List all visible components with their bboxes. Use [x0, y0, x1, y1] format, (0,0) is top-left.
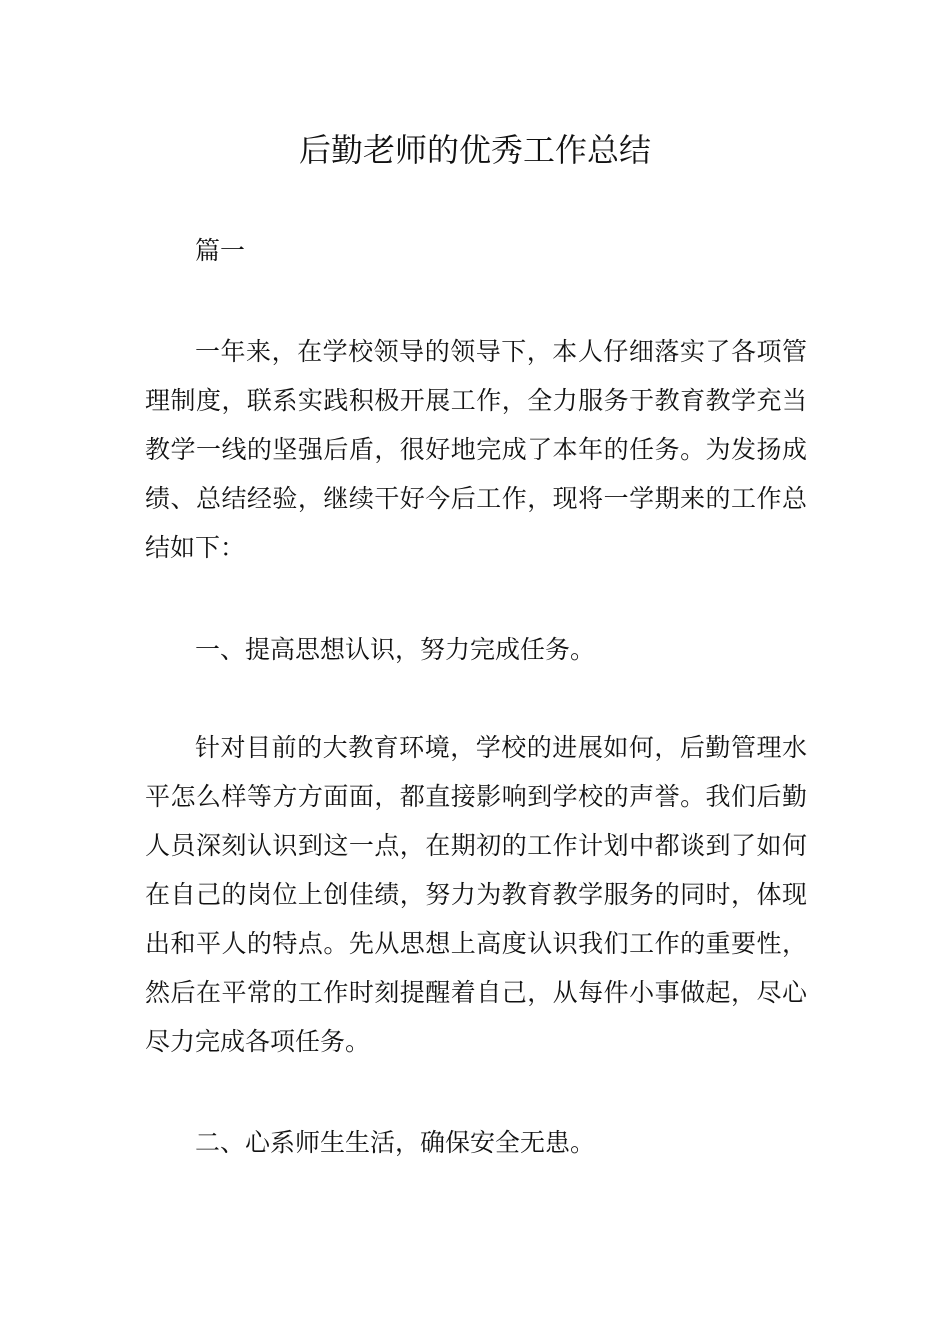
intro-paragraph: 一年来，在学校领导的领导下，本人仔细落实了各项管理制度，联系实践积极开展工作，全力服务于教育教学充当教学一线的坚强后盾，很好地完成了本年的任务。为发扬成绩、总结经验，继续干好今后工作，现将一学期来的工作总结如下： [145, 337, 807, 562]
body-paragraph-1: 针对目前的大教育环境，学校的进展如何，后勤管理水平怎么样等方方面面，都直接影响到学校的声誉。我们后勤人员深刻认识到这一点，在期初的工作计划中都谈到了如何在自己的岗位上创佳绩，努力为教育教学服务的同时，体现出和平人的特点。先从思想上高度认识我们工作的重要性，然后在平常的工作时刻提醒着自己，从每件小事做起，尽心尽力完成各项任务。 [145, 733, 807, 1056]
section-heading-1: 一、提高思想认识，努力完成任务。 [195, 635, 596, 664]
section-label: 篇一 [195, 236, 246, 265]
section-heading-2: 二、心系师生生活，确保安全无患。 [195, 1128, 596, 1157]
document-title: 后勤老师的优秀工作总结 [298, 131, 651, 169]
